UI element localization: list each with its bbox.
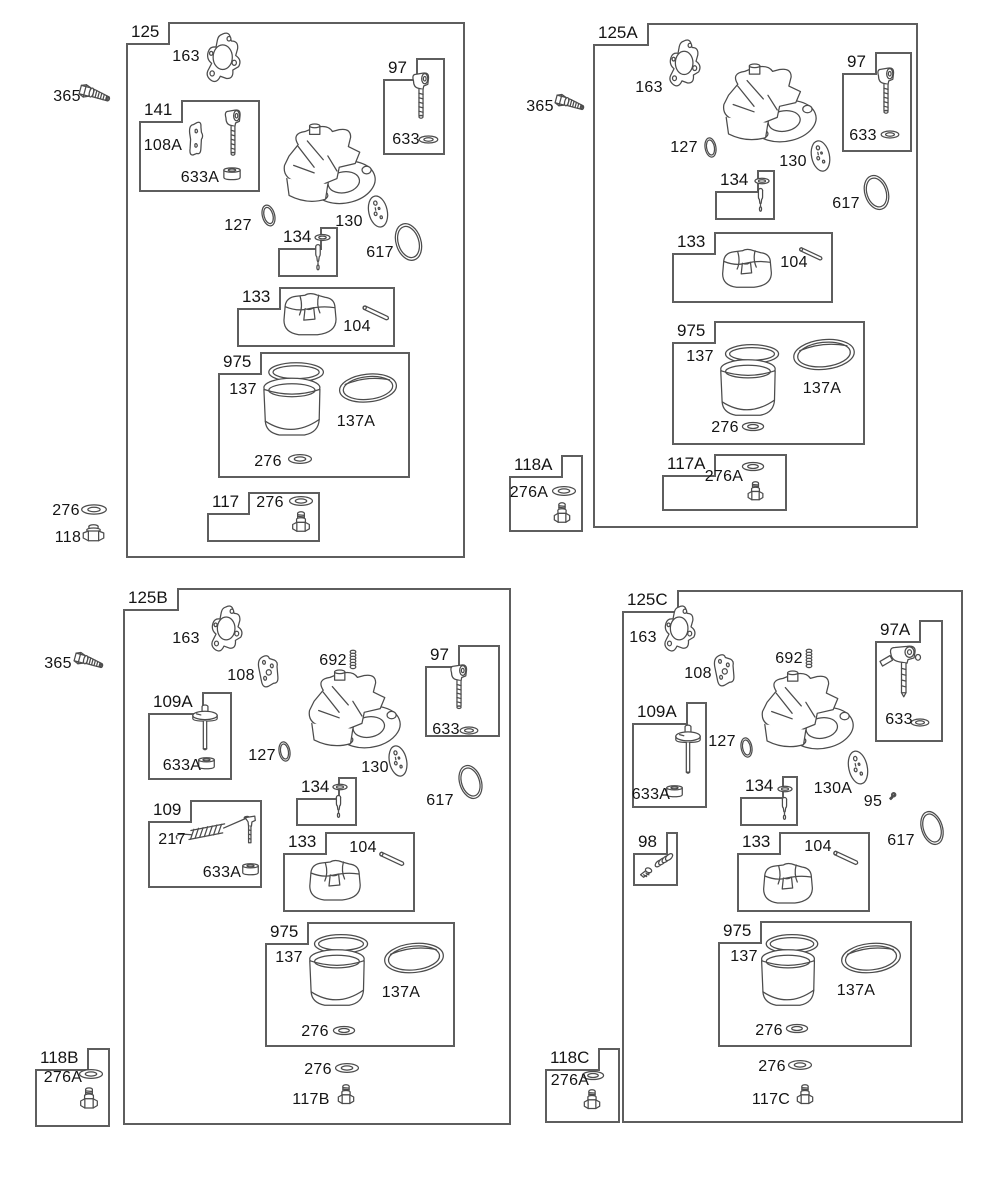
part-label-633: 633 (432, 721, 460, 738)
box-label-text: 109A (153, 692, 193, 711)
box-label-text: 118A (514, 455, 553, 474)
plate-oval-icon (253, 652, 286, 694)
bolt-icon (550, 502, 574, 529)
bolt-icon (334, 1084, 358, 1110)
part-label-617: 617 (426, 792, 454, 809)
box-label-141 (139, 100, 183, 123)
part-label-217: 217 (158, 831, 186, 848)
box-label-text: 134 (283, 227, 312, 246)
part-label-117C: 117C (751, 1091, 791, 1108)
gasket-icon (204, 32, 252, 88)
box-label-text: 97 (430, 645, 449, 664)
ring-flat-icon (789, 328, 859, 380)
washer-icon (287, 451, 313, 467)
washer-icon (741, 419, 765, 434)
box-label-text: 975 (270, 922, 299, 941)
gasket-icon (662, 605, 706, 657)
box-label-125 (126, 22, 170, 45)
float-icon (279, 290, 341, 342)
box-label-text: 133 (288, 832, 317, 851)
part-label-276: 276 (304, 1061, 332, 1078)
box-label-133 (737, 832, 781, 855)
part-label-117B: 117B (292, 1091, 330, 1108)
box-label-125A (593, 23, 649, 46)
part-label-276A: 276A (509, 484, 549, 501)
part-label-127: 127 (670, 139, 698, 156)
part-label-633: 633 (849, 127, 877, 144)
box-label-text: 109A (637, 702, 677, 721)
valve-icon (184, 704, 226, 756)
box-label-text: 975 (723, 921, 752, 940)
ring-flat-icon (837, 933, 905, 983)
bowl-icon (305, 933, 373, 1017)
part-label-104: 104 (780, 254, 808, 271)
part-label-276: 276 (52, 502, 80, 519)
bolt-icon (793, 1084, 817, 1110)
box-label-text: 975 (677, 321, 706, 340)
box-label-133 (283, 832, 327, 855)
box-label-975 (265, 922, 309, 945)
part-label-118: 118 (54, 529, 82, 546)
bowl-icon (259, 361, 329, 447)
part-label-95: 95 (863, 793, 883, 810)
washer-icon (288, 493, 314, 509)
washer-icon (754, 176, 770, 186)
bolt-icon (580, 1089, 604, 1115)
washer-icon (459, 724, 479, 737)
part-label-163: 163 (172, 48, 200, 65)
part-label-163: 163 (629, 629, 657, 646)
box-label-109A (632, 702, 688, 725)
part-label-276: 276 (254, 453, 282, 470)
part-label-137A: 137A (336, 413, 376, 430)
bolt-icon (288, 511, 314, 538)
washer-icon (332, 782, 348, 792)
washer-icon (880, 128, 900, 141)
spring-small-icon (804, 649, 814, 668)
box-label-133 (237, 287, 281, 310)
shaft-icon (442, 664, 476, 718)
bowl-icon (716, 343, 784, 427)
washer-icon (785, 1021, 809, 1036)
box-label-text: 109 (153, 800, 182, 819)
washer-icon (80, 501, 108, 518)
box-label-text: 118C (550, 1048, 590, 1067)
box-label-text: 125 (131, 22, 160, 41)
part-label-163: 163 (172, 630, 200, 647)
part-label-130: 130 (779, 153, 807, 170)
needle-icon (311, 244, 325, 274)
part-label-633A: 633A (162, 757, 202, 774)
needle-icon (754, 188, 767, 215)
box-label-text: 117A (667, 454, 706, 473)
part-label-276: 276 (256, 494, 284, 511)
part-label-137: 137 (275, 949, 303, 966)
part-label-617: 617 (366, 244, 394, 261)
part-label-130: 130 (335, 213, 363, 230)
part-label-137: 137 (229, 381, 257, 398)
part-label-108: 108 (227, 667, 255, 684)
box-label-117 (207, 492, 250, 515)
carb-icon (742, 671, 856, 763)
part-label-127: 127 (224, 217, 252, 234)
part-label-692: 692 (775, 650, 803, 667)
bolt-side-icon (71, 647, 108, 677)
part-label-276: 276 (758, 1058, 786, 1075)
box-label-text: 98 (638, 832, 657, 851)
part-label-633: 633 (392, 131, 420, 148)
part-label-633: 633 (885, 711, 913, 728)
oring-icon (737, 735, 755, 758)
oring-icon (701, 135, 719, 158)
needle-icon (332, 795, 345, 821)
part-label-365: 365 (44, 655, 72, 672)
box-label-975 (672, 321, 716, 344)
box-label-text: 975 (223, 352, 252, 371)
part-label-633A: 633A (631, 786, 671, 803)
box-label-97A (875, 620, 921, 643)
bolt-side-icon (75, 79, 114, 111)
box-label-text: 141 (144, 100, 173, 119)
valve-icon (667, 724, 709, 780)
washer-icon (418, 133, 439, 146)
ring-flat-icon (335, 364, 401, 412)
washer-icon (910, 716, 930, 729)
part-label-276A: 276A (704, 468, 744, 485)
shaft-lever-icon (878, 644, 928, 702)
box-label-125B (123, 588, 179, 611)
box-label-text: 133 (742, 832, 771, 851)
part-label-617: 617 (887, 832, 915, 849)
part-label-108: 108 (684, 665, 712, 682)
nut-icon (80, 523, 107, 548)
box-label-text: 134 (720, 170, 749, 189)
screw-tiny-icon (885, 790, 899, 804)
carb-icon (264, 124, 378, 218)
box-label-118A (509, 455, 563, 478)
bushing-icon (240, 862, 261, 878)
box-label-975 (718, 921, 762, 944)
bolt-icon (744, 481, 767, 506)
part-label-104: 104 (343, 318, 371, 335)
needle-icon (778, 797, 791, 823)
spring-small-icon (348, 650, 358, 669)
box-label-text: 97 (388, 58, 407, 77)
float-icon (718, 246, 776, 294)
part-label-633A: 633A (202, 864, 242, 881)
part-label-130A: 130A (813, 780, 853, 797)
part-label-276: 276 (711, 419, 739, 436)
box-label-text: 97A (880, 620, 911, 639)
part-label-365: 365 (526, 98, 554, 115)
part-label-692: 692 (319, 652, 347, 669)
shaft-icon (869, 67, 903, 123)
box-label-text: 118B (40, 1048, 79, 1067)
washer-icon (334, 1060, 360, 1076)
shaft-icon (217, 109, 249, 165)
washer-icon (787, 1057, 813, 1073)
box-label-text: 134 (301, 777, 330, 796)
part-label-104: 104 (349, 839, 377, 856)
washer-icon (741, 459, 765, 474)
box-label-133 (672, 232, 716, 255)
part-label-633A: 633A (180, 169, 220, 186)
box-label-text: 133 (242, 287, 271, 306)
box-label-975 (218, 352, 262, 375)
box-label-text: 117 (212, 492, 240, 511)
bolt-icon (76, 1087, 102, 1115)
part-label-127: 127 (248, 747, 276, 764)
part-label-127: 127 (708, 733, 736, 750)
box-label-text: 134 (745, 776, 774, 795)
part-label-137A: 137A (802, 380, 842, 397)
part-label-163: 163 (635, 79, 663, 96)
plate-oval-icon (709, 651, 742, 693)
part-label-276A: 276A (43, 1069, 83, 1086)
gasket-icon (209, 605, 253, 657)
part-label-276: 276 (301, 1023, 329, 1040)
part-label-130: 130 (361, 759, 389, 776)
box-label-text: 125C (627, 590, 668, 609)
bolt-side-icon (552, 89, 589, 119)
box-label-text: 133 (677, 232, 706, 251)
carb-icon (703, 64, 819, 156)
gasket-small-icon (187, 121, 211, 161)
washer-icon (314, 232, 331, 243)
part-label-137: 137 (686, 348, 714, 365)
box-label-text: 125B (128, 588, 168, 607)
part-label-108A: 108A (143, 137, 183, 154)
part-label-137A: 137A (836, 982, 876, 999)
oring-icon (275, 739, 293, 762)
part-label-137A: 137A (381, 984, 421, 1001)
bushing-icon (221, 166, 243, 183)
shaft-icon (404, 72, 438, 128)
part-label-276: 276 (755, 1022, 783, 1039)
valve-small-icon (238, 814, 262, 850)
part-label-365: 365 (53, 88, 81, 105)
bowl-icon (757, 933, 823, 1017)
washer-icon (332, 1023, 356, 1038)
ring-flat-icon (380, 933, 448, 983)
float-icon (759, 860, 817, 910)
part-label-104: 104 (804, 838, 832, 855)
float-icon (305, 857, 365, 907)
washer-icon (551, 483, 577, 499)
washer-icon (777, 784, 793, 794)
part-label-276A: 276A (550, 1072, 590, 1089)
part-label-137: 137 (730, 948, 758, 965)
part-label-617: 617 (832, 195, 860, 212)
box-label-text: 125A (598, 23, 638, 42)
box-label-text: 97 (847, 52, 866, 71)
screw-spring-icon (636, 852, 674, 882)
